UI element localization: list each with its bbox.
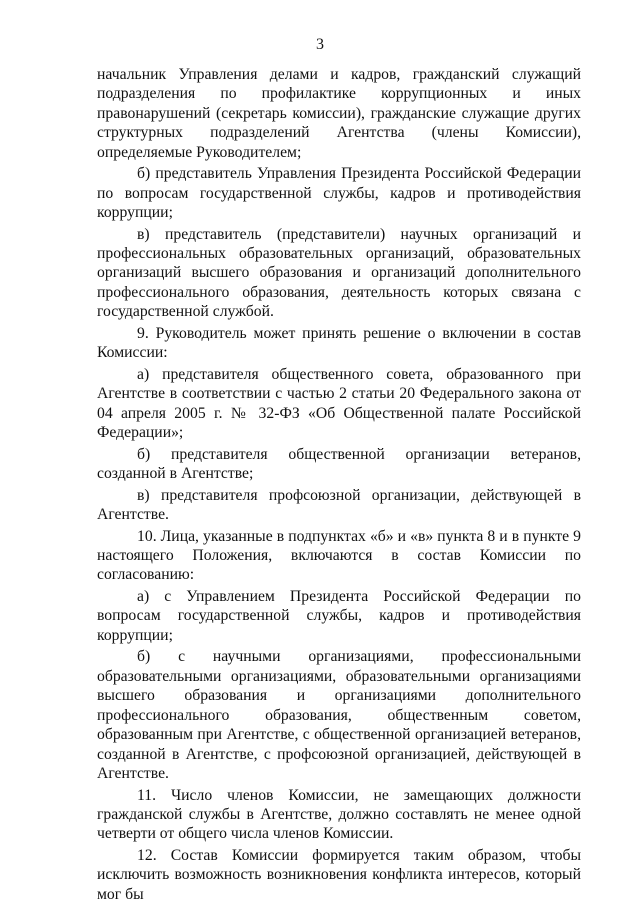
paragraph: б) представителя общественной организации ветеранов, созданной в Агентстве; xyxy=(97,445,581,483)
paragraph: 9. Руководитель может принять решение о включении в состав Комиссии: xyxy=(97,324,581,362)
paragraph: б) с научными организациями, профессиональными образовательными организациями, образовательными организациями высшего образования и организациями дополнительного профессионального образования, общественным советом, образованным при Агентстве, с общественной организацией ветеранов, созданной в Агентстве, с профсоюзной организацией, действующей в Агентстве. xyxy=(97,648,581,782)
paragraph: 11. Число членов Комиссии, не замещающих должности гражданской службы в Агентстве, должно составлять не менее одной четверти от общего числа членов Комиссии. xyxy=(97,786,581,843)
paragraph: б) представитель Управления Президента Российской Федерации по вопросам государственной службы, кадров и противодействия коррупции; xyxy=(97,165,581,222)
paragraph: начальник Управления делами и кадров, гражданский служащий подразделения по профилактике коррупционных и иных правонарушений (секретарь комиссии), гражданские служащие других структурных подразделений Агентства (члены Комиссии), определяемые Руководителем; xyxy=(97,66,581,161)
paragraph: 12. Состав Комиссии формируется таким образом, чтобы исключить возможность возникновения конфликта интересов, который мог бы xyxy=(97,846,581,903)
paragraph: 10. Лица, указанные в подпунктах «б» и «в» пункта 8 и в пункте 9 настоящего Положения, включаются в состав Комиссии по согласованию: xyxy=(97,527,581,584)
paragraph: а) представителя общественного совета, образованного при Агентстве в соответствии с частью 2 статьи 20 Федерального закона от 04 апреля 2005 г. № 32-ФЗ «Об Общественной палате Российской Федерации»; xyxy=(97,365,581,442)
page-number: 3 xyxy=(316,36,324,53)
paragraph: в) представитель (представители) научных организаций и профессиональных образовательных организаций, образовательных организаций высшего образования и организаций дополнительного профессионального образования, деятельность которых связана с государственной службой. xyxy=(97,225,581,321)
document-body xyxy=(97,65,581,906)
paragraph: а) с Управлением Президента Российской Федерации по вопросам государственной службы, кадров и противодействия коррупции; xyxy=(97,588,581,644)
paragraph: в) представителя профсоюзной организации, действующей в Агентстве. xyxy=(97,486,581,524)
